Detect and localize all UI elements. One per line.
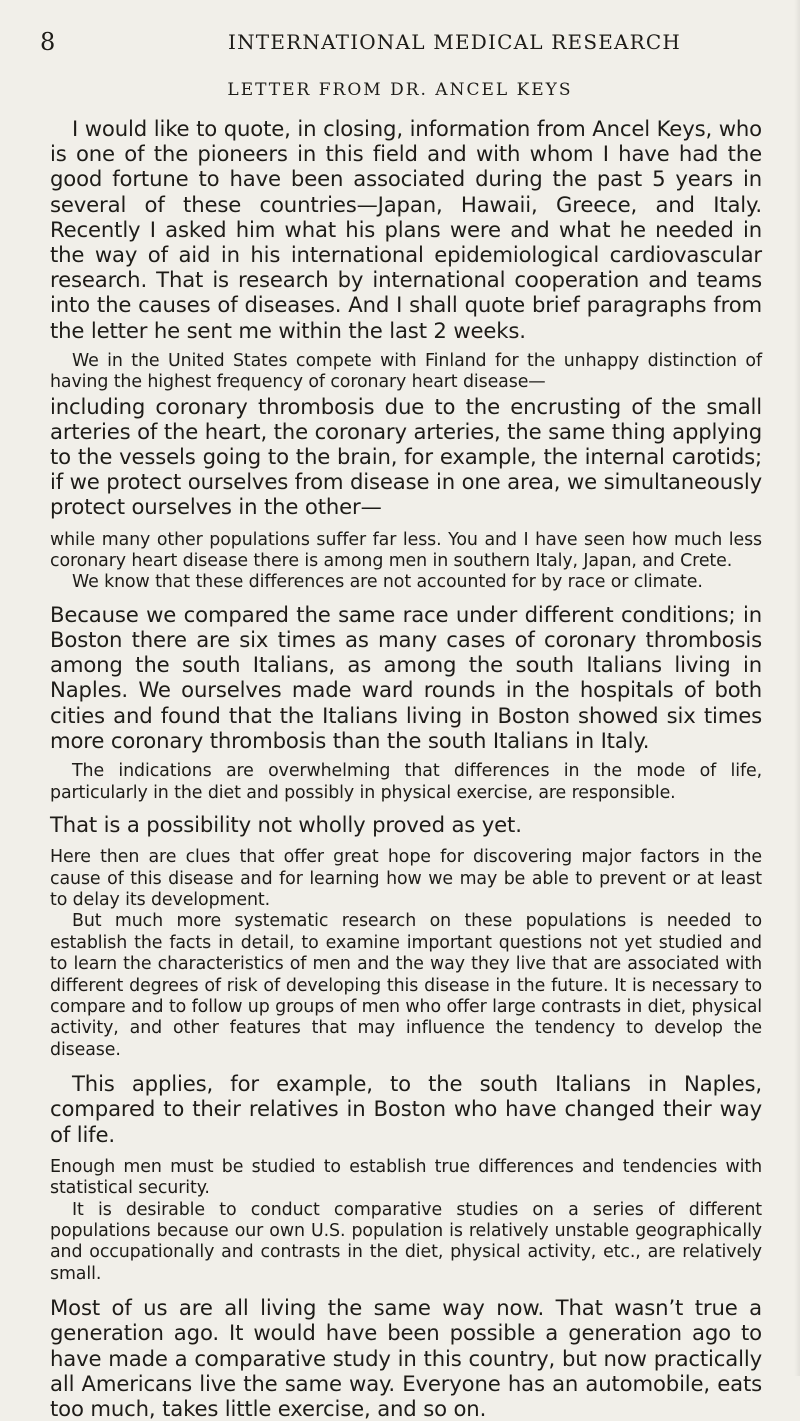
paragraph-intro: I would like to quote, in closing, information from Ancel Keys, who is one of the pioneers in this field and with whom I have had the good fortune to have been associated during the past 5 years in several of these countries—Japan, Hawaii, Greece, and Italy. Recently I asked him what his plans were and what he needed in the way of aid in his international epidemiological cardiovascular research. That is research by international cooperation and teams into the causes of diseases. And I shall quote brief paragraphs from the letter he sent me within the last 2 weeks.	[50, 116, 762, 343]
commentary-paragraph: Most of us are all living the same way now. That wasn’t true a generation ago. It would have been possible a generation ago to have made a comparative study in this country, but now practically all Americans live the same way. Everyone has an automobile, eats too much, takes little exercise, and so on.	[50, 1295, 762, 1421]
quote-paragraph: while many other populations suffer far less. You and I have seen how much less coronary heart disease there is among men in southern Italy, Japan, and Crete.	[50, 529, 762, 572]
page-number: 8	[40, 28, 57, 56]
scan-edge-shadow	[794, 0, 800, 1376]
quote-paragraph: It is desirable to conduct comparative studies on a series of different populations because our own U.S. population is relatively unstable geographically and occupationally and contrasts in the diet, physical activity, etc., are relatively small.	[50, 1199, 762, 1284]
commentary-paragraph: Because we compared the same race under different conditions; in Boston there are six times as many cases of coronary thrombosis among the south Italians, as among the south Italians living in Naples. We ourselves made ward rounds in the hospitals of both cities and found that the Italians living in Boston showed six times more coronary thrombosis than the south Italians in Italy.	[50, 601, 762, 753]
quote-paragraph: But much more systematic research on these populations is needed to establish the facts in detail, to examine important questions not yet studied and to learn the characteristics of men and the way they live that are associated with different degrees of risk of developing this disease in the future. It is necessary to compare and to follow up groups of men who offer large contrasts in diet, physical activity, and other features that may influence the tendency to develop the disease.	[50, 911, 762, 1060]
quote-paragraph: Enough men must be studied to establish true differences and tendencies with statistical security.	[50, 1156, 762, 1199]
quote-paragraph: Here then are clues that offer great hope for discovering major factors in the cause of this disease and for learning how we may be able to prevent or at least to delay its development.	[50, 847, 762, 910]
commentary-paragraph: That is a possibility not wholly proved as yet.	[50, 811, 522, 837]
quote-paragraph: We in the United States compete with Finland for the unhappy distinction of having the highest frequency of coronary heart disease—	[50, 350, 762, 393]
quote-paragraph: The indications are overwhelming that differences in the mode of life, particularly in the diet and possibly in physical exercise, are responsible.	[50, 761, 762, 803]
quote-paragraph: We know that these differences are not accounted for by race or climate.	[72, 572, 703, 593]
running-header	[40, 28, 760, 58]
commentary-paragraph: This applies, for example, to the south Italians in Naples, compared to their relatives in Boston who have changed their way of life.	[50, 1071, 762, 1147]
letter-body	[50, 116, 762, 1421]
journal-title: INTERNATIONAL MEDICAL RESEARCH	[228, 30, 682, 54]
letter-heading: LETTER FROM DR. ANCEL KEYS	[227, 80, 573, 100]
commentary-paragraph: including coronary thrombosis due to the encrusting of the small arteries of the heart, the coronary arteries, the same thing applying to the vessels going to the brain, for example, the internal carotids; if we protect ourselves from disease in one area, we simultaneously protect ourselves in the other—	[50, 393, 762, 520]
